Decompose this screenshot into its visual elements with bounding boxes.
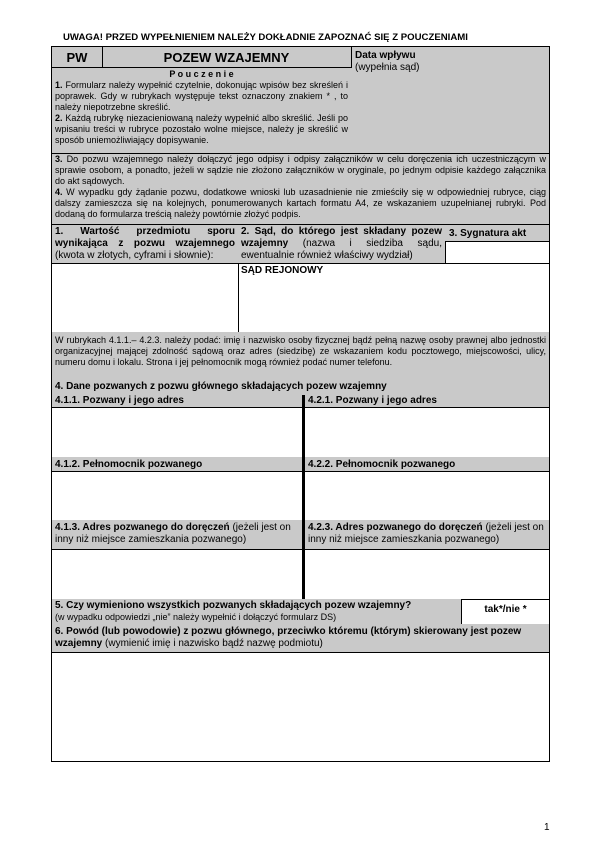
info-text: W rubrykach 4.1.1.– 4.2.3. należy podać: imię i nazwisko osoby fizycznej bądź pełną nazwę osoby prawnej albo jednostki organizacyjnej mającej zdolność sądową oraz adres (siedzibę) ze wskazaniem kodu pocztowego, miejscowości, ulicy, numeru domu i lokalu. Strona i jej pełnomocnik mogą również podać numer telefonu. [55,335,546,367]
field-4-1-2-header [51,457,304,472]
instruction-num: 2. [55,113,63,123]
instruction-item-2 [55,113,348,146]
section-1-title: Wartość przedmiotu sporu wynikająca z pozwu wzajemnego [55,226,235,249]
section-1-note: (kwota w złotych, cyframi i słownie): [55,250,214,261]
field-4-1-2-input[interactable] [51,471,304,521]
claim-value-input[interactable] [51,263,239,333]
field-4-2-1-header [304,394,550,408]
instructions-wide [51,153,550,225]
field-4-2-1-label: 4.2.1. Pozwany i jego adres [308,395,437,406]
section-5-header [51,599,461,625]
section-1-header [51,224,239,264]
field-4-2-2-label: 4.2.2. Pełnomocnik pozwanego [308,459,456,470]
instruction-num: 3. [55,154,63,164]
date-received-cell [351,46,550,153]
instruction-item-4 [55,187,546,220]
section-5-title: 5. Czy wymieniono wszystkich pozwanych składających pozew wzajemny? [55,600,412,611]
instruction-item-1 [55,80,348,113]
section-6-input[interactable] [51,652,550,762]
field-4-1-3-label [55,522,304,546]
section-5-note: (w wypadku odpowiedzi „nie” należy wypełnić i dołączyć formularz DS) [55,612,337,622]
warning-banner: UWAGA! PRZED WYPEŁNIENIEM NALEŻY DOKŁADNIE ZAPOZNAĆ SIĘ Z POUCZENIAMI [63,32,468,43]
section-4-header [51,380,550,395]
instruction-num: 1. [55,80,63,90]
form-title: POZEW WZAJEMNY [163,50,290,65]
instructions-title: P o u c z e n i e [169,69,234,79]
court-input[interactable] [238,263,550,333]
section-6-title: 6. Powód (lub powodowie) z pozwu głównego, przeciwko któremu (którym) skierowany jest pozew wzajemny [55,626,522,649]
instruction-text: Do pozwu wzajemnego należy dołączyć jego odpisy i odpisy załączników w celu doręczenia ich uczestniczącym w sprawie osobom, a ponadto, jeżeli w sądzie nie złożono załączników w oryginale, po jednym odpisie każdego załącznika do akt sądowych. [55,154,546,186]
section-3-header [445,224,550,242]
section-2-title: Sąd, do którego jest składany pozew wzajemny [241,226,442,249]
instructions-narrow [51,68,351,153]
field-4-2-2-input[interactable] [304,471,550,521]
field-4-1-3-note: (jeżeli jest on inny niż miejsce zamieszkania pozwanego) [55,522,291,545]
form-title-cell [102,46,352,68]
field-4-1-3-title: 4.1.3. Adres pozwanego do doręczeń [55,522,230,533]
field-4-2-3-title: 4.2.3. Adres pozwanego do doręczeń [308,522,483,533]
section-2-note: (nazwa i siedziba sądu, ewentualnie również właściwy wydział) [241,238,442,261]
section-2-num: 2. [241,226,250,237]
section-6-label [55,626,549,650]
field-4-2-2-header [304,457,550,472]
field-4-1-1-input[interactable] [51,407,304,458]
court-value: SĄD REJONOWY [241,265,324,276]
field-4-2-3-label [308,522,549,546]
instruction-num: 4. [55,187,63,197]
section-2-header [238,224,446,264]
signature-input[interactable] [445,241,550,264]
instruction-text: Formularz należy wypełnić czytelnie, dokonując wpisów bez skreśleń i poprawek. Gdy w rubrykach występuje tekst oznaczony znakiem * , to należy niepotrzebne skreślić. [55,80,348,112]
section-5-answer[interactable] [461,599,550,625]
field-4-2-3-note: (jeżeli jest on inny niż miejsce zamieszkania pozwanego) [308,522,544,545]
info-box [51,332,550,381]
section-1-num: 1. [55,226,64,237]
instruction-text: W wypadku gdy żądanie pozwu, dodatkowe wnioski lub uzasadnienie nie zmieściły się w odpowiedniej rubryce, ciąg dalszy zamieszcza się na kolejnych, ponumerowanych kartach formatu A4, ze wskazaniem uzupełnianej rubryki. Pod dodaną do formularza treścią należy powtórnie złożyć podpis. [55,187,546,219]
instruction-item-3 [55,154,546,187]
field-4-1-3-input[interactable] [51,549,304,600]
field-4-1-2-label: 4.1.2. Pełnomocnik pozwanego [55,459,203,470]
section-2-label [241,226,442,262]
date-received-label: Data wpływu [355,50,416,61]
field-4-2-1-input[interactable] [304,407,550,458]
date-received-note: (wypełnia sąd) [355,62,420,73]
form-code-cell [51,46,103,68]
instruction-text: Każdą rubrykę niezacieniowaną należy wypełnić albo skreślić. Jeśli po wpisaniu treści w rubryce pozostało wolne miejsce, należy je skreślić w sposób uniemożliwiający dopisywanie. [55,113,348,145]
section-6-note: (wymienić imię i nazwisko bądź nazwę podmiotu) [102,638,323,649]
section-4-title: 4. Dane pozwanych z pozwu głównego składających pozew wzajemny [55,381,387,392]
section-1-label [55,226,235,262]
section-3-label: 3. Sygnatura akt [449,228,527,239]
section-6-header [51,624,550,653]
form-code: PW [66,50,88,65]
field-4-1-1-header [51,394,304,408]
field-4-2-3-input[interactable] [304,549,550,600]
page-number: 1 [544,822,550,833]
section-5-answer-text: tak*/nie * [484,604,527,615]
field-4-1-3-header [51,520,304,550]
column-divider [302,395,305,600]
field-4-1-1-label: 4.1.1. Pozwany i jego adres [55,395,184,406]
field-4-2-3-header [304,520,550,550]
